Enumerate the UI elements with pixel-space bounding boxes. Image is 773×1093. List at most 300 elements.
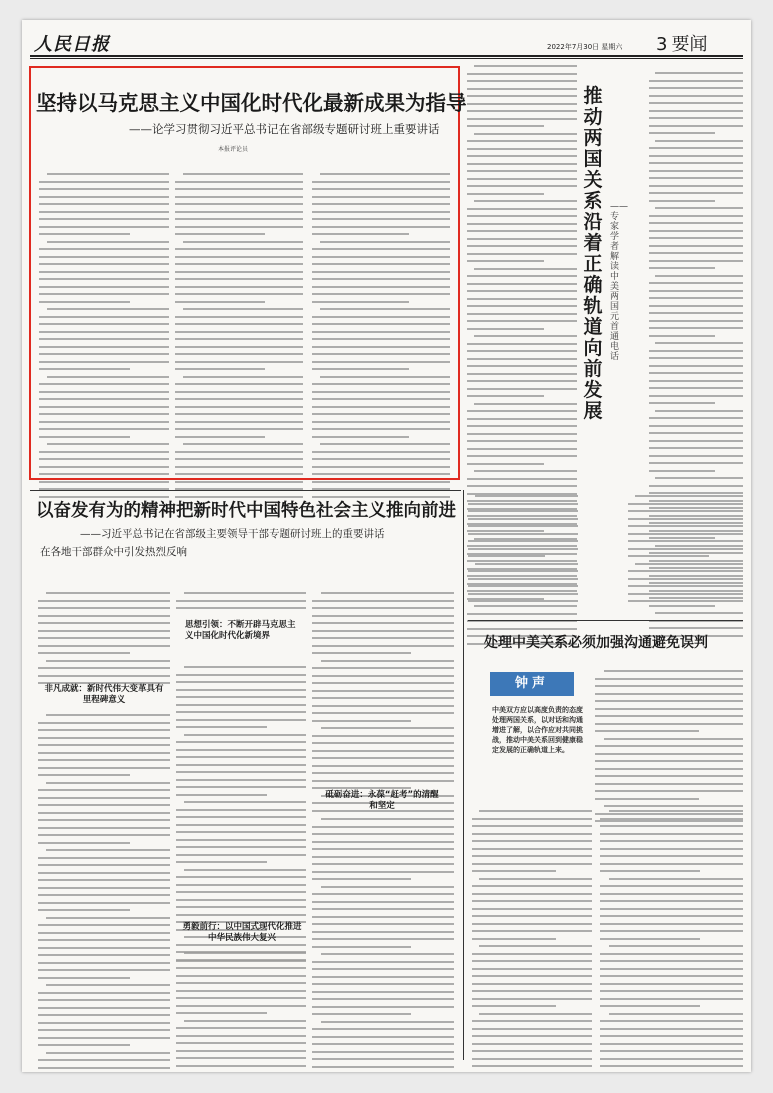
text-line: [312, 750, 454, 752]
text-line: [38, 774, 130, 776]
text-line: [38, 652, 130, 654]
text-line: [467, 365, 577, 367]
text-line: [600, 848, 743, 850]
text-line: [312, 1066, 454, 1068]
text-line: [39, 331, 169, 333]
article1-body-col3: [312, 173, 450, 503]
text-line: [649, 290, 743, 292]
text-line: [312, 652, 411, 654]
article2-subtitle: ——专家学者解读中美两国元首通电话: [610, 202, 628, 362]
text-line: [649, 185, 743, 187]
text-line: [595, 775, 743, 777]
text-line: [39, 203, 169, 205]
text-line: [472, 908, 592, 910]
text-line: [175, 391, 303, 393]
text-line: [312, 383, 450, 385]
text-line: [600, 825, 743, 827]
text-line: [312, 346, 450, 348]
text-line: [39, 451, 169, 453]
text-line: [39, 181, 169, 183]
text-line: [312, 271, 450, 273]
text-line: [467, 230, 577, 232]
text-line: [312, 622, 454, 624]
text-line: [467, 350, 577, 352]
text-line: [467, 410, 577, 412]
text-line: [600, 983, 743, 985]
text-line: [649, 162, 743, 164]
text-line: [467, 478, 577, 480]
text-line: [600, 968, 743, 970]
text-line: [312, 637, 454, 639]
text-line: [176, 967, 306, 969]
text-line: [649, 110, 743, 112]
article1-title[interactable]: 坚持以马克思主义中国化时代化最新成果为指导: [36, 91, 467, 115]
text-line: [472, 1005, 556, 1007]
text-line: [38, 834, 170, 836]
text-line: [312, 871, 454, 873]
text-line: [175, 413, 303, 415]
text-line: [38, 667, 170, 669]
text-line: [183, 376, 303, 378]
text-line: [176, 990, 306, 992]
text-line: [312, 391, 450, 393]
text-line: [628, 510, 743, 512]
text-line: [595, 745, 743, 747]
text-line: [46, 849, 170, 851]
article2-title[interactable]: 推动两国关系沿着正确轨道向前发展: [583, 85, 603, 422]
text-line: [468, 578, 578, 580]
text-line: [312, 720, 411, 722]
section-name: 要闻: [671, 34, 708, 55]
text-line: [479, 810, 592, 812]
text-line: [467, 275, 577, 277]
text-line: [649, 380, 743, 382]
text-line: [39, 248, 169, 250]
text-line: [38, 729, 170, 731]
text-line: [628, 600, 743, 602]
text-line: [38, 939, 170, 941]
text-line: [175, 233, 265, 235]
text-line: [468, 540, 578, 542]
text-line: [38, 622, 170, 624]
text-line: [39, 383, 169, 385]
text-line: [39, 406, 169, 408]
article3-body-col2b: [176, 666, 306, 966]
text-line: [475, 563, 578, 565]
text-line: [175, 316, 303, 318]
article3-subtitle2: 在各地干部群众中引发热烈反响: [40, 546, 187, 558]
text-line: [649, 305, 743, 307]
text-line: [649, 132, 715, 134]
text-line: [467, 485, 577, 487]
text-line: [38, 797, 170, 799]
text-line: [312, 712, 454, 714]
text-line: [472, 1043, 592, 1045]
text-line: [175, 458, 303, 460]
text-line: [649, 395, 743, 397]
text-line: [649, 627, 743, 629]
text-line: [38, 607, 170, 609]
text-line: [649, 440, 743, 442]
text-line: [649, 200, 715, 202]
article3-subhead-2: 思想引领：不断开辟马克思主义中国化时代化新境界: [185, 620, 296, 641]
text-line: [312, 615, 454, 617]
text-line: [39, 391, 169, 393]
text-line: [38, 615, 170, 617]
text-line: [175, 428, 303, 430]
text-line: [468, 555, 545, 557]
text-line: [467, 73, 577, 75]
text-line: [472, 1028, 592, 1030]
text-line: [312, 331, 450, 333]
text-line: [176, 1050, 306, 1052]
text-line: [38, 675, 170, 677]
text-line: [312, 931, 454, 933]
text-line: [184, 1020, 306, 1022]
text-line: [320, 241, 450, 243]
text-line: [472, 960, 592, 962]
text-line: [176, 764, 306, 766]
text-line: [176, 1027, 306, 1029]
text-line: [175, 353, 303, 355]
text-line: [474, 133, 577, 135]
text-line: [38, 752, 170, 754]
text-line: [176, 600, 306, 602]
text-line: [600, 893, 743, 895]
text-line: [176, 899, 306, 901]
text-line: [649, 312, 743, 314]
text-line: [649, 155, 743, 157]
divider: [30, 490, 461, 491]
text-line: [312, 780, 454, 782]
text-line: [312, 968, 454, 970]
text-line: [479, 878, 592, 880]
article3-body-col2c: [176, 952, 306, 1072]
text-line: [467, 358, 577, 360]
text-line: [321, 818, 454, 820]
text-line: [467, 425, 577, 427]
text-line: [176, 861, 267, 863]
text-line: [175, 196, 303, 198]
article4-body-col1: [595, 670, 743, 828]
text-line: [312, 278, 450, 280]
text-line: [595, 783, 743, 785]
text-line: [467, 88, 577, 90]
text-line: [38, 954, 170, 956]
article4-title[interactable]: 处理中美关系必须加强沟通避免误判: [484, 635, 708, 651]
text-line: [176, 1012, 267, 1014]
text-line: [175, 278, 303, 280]
text-line: [175, 466, 303, 468]
text-line: [176, 741, 306, 743]
text-line: [472, 833, 592, 835]
text-line: [467, 298, 577, 300]
text-line: [655, 207, 743, 209]
text-line: [474, 335, 577, 337]
text-line: [312, 841, 454, 843]
article1-subtitle: ——论学习贯彻习近平总书记在省部级专题研讨班上重要讲话: [129, 122, 440, 136]
text-line: [312, 458, 450, 460]
text-line: [649, 372, 743, 374]
text-line: [321, 727, 454, 729]
text-line: [472, 855, 592, 857]
text-line: [472, 990, 592, 992]
text-line: [38, 819, 170, 821]
text-line: [38, 737, 170, 739]
text-line: [600, 975, 743, 977]
text-line: [38, 969, 170, 971]
text-line: [649, 350, 743, 352]
text-line: [320, 443, 450, 445]
text-line: [312, 196, 450, 198]
text-line: [176, 1042, 306, 1044]
text-line: [595, 730, 699, 732]
text-line: [472, 998, 592, 1000]
article4-body-col3: [600, 810, 743, 1072]
text-line: [467, 343, 577, 345]
column-badge: 钟声: [490, 672, 574, 696]
text-line: [600, 998, 743, 1000]
text-line: [176, 846, 306, 848]
article4-lead: 中美双方应以高度负责的态度处理两国关系，以对话和沟通增进了解，以合作应对共同挑战，推动中美关系回到健康稳定发展的正确轨道上来。: [492, 705, 583, 754]
text-line: [649, 87, 743, 89]
text-line: [46, 592, 170, 594]
text-line: [312, 893, 454, 895]
text-line: [312, 406, 450, 408]
text-line: [39, 428, 169, 430]
article1-body-col1: [39, 173, 169, 503]
text-line: [312, 983, 454, 985]
text-line: [312, 293, 450, 295]
text-line: [467, 110, 577, 112]
text-line: [38, 894, 170, 896]
text-line: [467, 178, 577, 180]
text-line: [38, 947, 170, 949]
text-line: [39, 293, 169, 295]
text-line: [46, 1052, 170, 1054]
text-line: [38, 992, 170, 994]
text-line: [649, 320, 743, 322]
text-line: [467, 155, 577, 157]
text-line: [175, 218, 303, 220]
text-line: [595, 678, 743, 680]
text-line: [600, 885, 743, 887]
article3-body-col3b: [312, 818, 454, 1072]
text-line: [39, 301, 130, 303]
text-line: [649, 170, 743, 172]
text-line: [628, 570, 743, 572]
text-line: [649, 417, 743, 419]
text-line: [312, 630, 454, 632]
text-line: [595, 685, 743, 687]
text-line: [175, 286, 303, 288]
text-line: [649, 230, 743, 232]
text-line: [38, 1044, 130, 1046]
text-line: [312, 961, 454, 963]
text-line: [312, 1028, 454, 1030]
text-line: [649, 215, 743, 217]
text-line: [312, 1051, 454, 1053]
article3-body-col3: [312, 592, 454, 817]
text-line: [600, 1043, 743, 1045]
text-line: [39, 286, 169, 288]
text-line: [628, 585, 743, 587]
text-line: [472, 1035, 592, 1037]
text-line: [649, 80, 743, 82]
text-line: [600, 930, 743, 932]
text-line: [175, 481, 303, 483]
text-line: [595, 760, 743, 762]
text-line: [467, 313, 577, 315]
text-line: [468, 510, 578, 512]
text-line: [468, 525, 578, 527]
text-line: [600, 818, 743, 820]
text-line: [176, 674, 306, 676]
text-line: [176, 891, 306, 893]
text-line: [39, 353, 169, 355]
text-line: [39, 413, 169, 415]
text-line: [39, 338, 169, 340]
text-line: [600, 900, 743, 902]
text-line: [39, 346, 169, 348]
article3-subhead-4: 勇毅前行：以中国式现代化推进中华民族伟大复兴: [182, 922, 302, 943]
text-line: [312, 690, 454, 692]
text-line: [649, 432, 743, 434]
text-line: [595, 790, 743, 792]
text-line: [183, 173, 303, 175]
text-line: [175, 323, 303, 325]
text-line: [176, 1065, 306, 1067]
text-line: [312, 976, 454, 978]
text-line: [628, 525, 743, 527]
text-line: [628, 503, 743, 505]
text-line: [595, 723, 743, 725]
text-line: [47, 241, 169, 243]
text-line: [312, 1006, 454, 1008]
text-line: [320, 376, 450, 378]
text-line: [312, 946, 411, 948]
text-line: [38, 962, 170, 964]
text-line: [600, 915, 743, 917]
text-line: [628, 540, 743, 542]
text-line: [312, 353, 450, 355]
text-line: [39, 278, 169, 280]
text-line: [600, 953, 743, 955]
text-line: [472, 1058, 592, 1060]
text-line: [649, 470, 715, 472]
text-line: [38, 864, 170, 866]
text-line: [38, 857, 170, 859]
text-line: [312, 226, 450, 228]
text-line: [467, 613, 577, 615]
text-line: [184, 801, 306, 803]
text-line: [312, 916, 454, 918]
text-line: [38, 722, 170, 724]
text-line: [46, 917, 170, 919]
text-line: [649, 297, 743, 299]
text-line: [472, 938, 556, 940]
text-line: [312, 787, 411, 789]
text-line: [175, 271, 303, 273]
text-line: [175, 451, 303, 453]
text-line: [472, 975, 592, 977]
text-line: [175, 203, 303, 205]
text-line: [649, 455, 743, 457]
text-line: [321, 953, 454, 955]
text-line: [38, 812, 170, 814]
text-line: [175, 263, 303, 265]
text-line: [600, 938, 700, 940]
text-line: [474, 470, 577, 472]
text-line: [176, 696, 306, 698]
text-line: [600, 923, 743, 925]
text-line: [595, 708, 743, 710]
text-line: [472, 1065, 592, 1067]
text-line: [467, 238, 577, 240]
text-line: [39, 466, 169, 468]
text-line: [38, 977, 130, 979]
article3-body-col1b: [38, 714, 170, 1072]
text-line: [474, 200, 577, 202]
text-line: [39, 481, 169, 483]
article3-title[interactable]: 以奋发有为的精神把新时代中国特色社会主义推向前进: [36, 501, 456, 521]
text-line: [312, 181, 450, 183]
text-line: [39, 256, 169, 258]
text-line: [46, 984, 170, 986]
text-line: [600, 960, 743, 962]
text-line: [467, 118, 577, 120]
text-line: [600, 870, 700, 872]
text-line: [183, 308, 303, 310]
text-line: [472, 900, 592, 902]
text-line: [600, 1020, 743, 1022]
text-line: [176, 876, 306, 878]
text-line: [600, 855, 743, 857]
text-line: [604, 805, 743, 807]
text-line: [472, 863, 592, 865]
text-line: [475, 495, 578, 497]
text-line: [479, 1013, 592, 1015]
text-line: [312, 256, 450, 258]
column-divider: [463, 490, 464, 1060]
text-line: [628, 518, 743, 520]
text-line: [649, 177, 743, 179]
article3-body-col2: [176, 592, 306, 615]
text-line: [39, 211, 169, 213]
text-line: [39, 361, 169, 363]
text-line: [649, 335, 715, 337]
text-line: [600, 990, 743, 992]
text-line: [38, 637, 170, 639]
article2-body-cont-1: [468, 495, 578, 608]
text-line: [39, 421, 169, 423]
text-line: [47, 308, 169, 310]
text-line: [176, 786, 306, 788]
text-line: [312, 833, 454, 835]
text-line: [467, 245, 577, 247]
text-line: [39, 233, 130, 235]
text-line: [467, 283, 577, 285]
text-line: [649, 147, 743, 149]
text-line: [467, 260, 544, 262]
text-line: [312, 286, 450, 288]
text-line: [176, 824, 306, 826]
article1-byline: 本报评论员: [218, 146, 249, 153]
text-line: [472, 848, 592, 850]
text-line: [649, 95, 743, 97]
text-line: [312, 361, 450, 363]
text-line: [176, 1057, 306, 1059]
